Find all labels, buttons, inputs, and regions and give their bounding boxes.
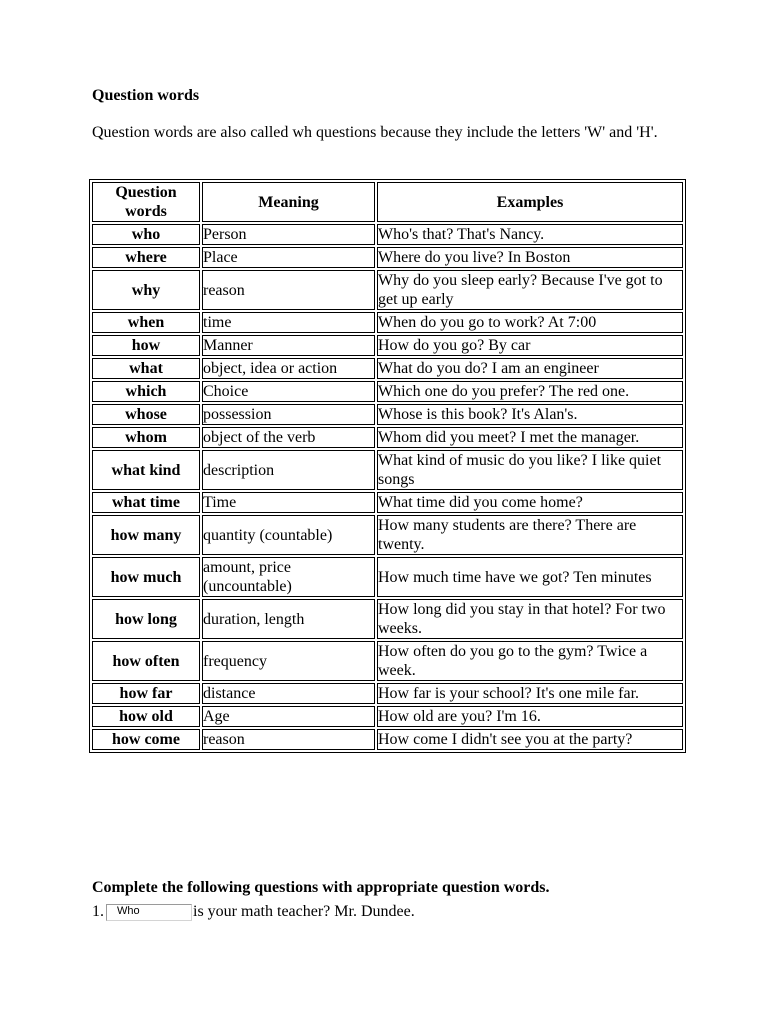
example-cell: How do you go? By car — [377, 335, 683, 356]
meaning-cell: frequency — [202, 641, 375, 681]
meaning-cell: Time — [202, 492, 375, 513]
example-cell: How come I didn't see you at the party? — [377, 729, 683, 750]
table-row — [92, 427, 683, 448]
question-word-cell: whose — [92, 404, 200, 425]
table-row — [92, 312, 683, 333]
question-word-cell: how come — [92, 729, 200, 750]
question-word-cell: whom — [92, 427, 200, 448]
answer-input[interactable]: Who — [106, 904, 192, 921]
table-row — [92, 729, 683, 750]
meaning-cell: Place — [202, 247, 375, 268]
example-cell: What kind of music do you like? I like quiet songs — [377, 450, 683, 490]
table-row — [92, 641, 683, 681]
table-row — [92, 450, 683, 490]
table-row — [92, 224, 683, 245]
example-cell: How many students are there? There are twenty. — [377, 515, 683, 555]
meaning-cell: description — [202, 450, 375, 490]
meaning-cell: Person — [202, 224, 375, 245]
table-row — [92, 247, 683, 268]
example-cell: When do you go to work? At 7:00 — [377, 312, 683, 333]
question-word-cell: how old — [92, 706, 200, 727]
example-cell: Who's that? That's Nancy. — [377, 224, 683, 245]
meaning-cell: distance — [202, 683, 375, 704]
table-row — [92, 683, 683, 704]
question-word-cell: what — [92, 358, 200, 379]
example-cell: What time did you come home? — [377, 492, 683, 513]
meaning-cell: duration, length — [202, 599, 375, 639]
question-word-cell: how — [92, 335, 200, 356]
table-row — [92, 381, 683, 402]
question-word-cell: how long — [92, 599, 200, 639]
question-word-cell: how far — [92, 683, 200, 704]
example-cell: How long did you stay in that hotel? For two weeks. — [377, 599, 683, 639]
table-row — [92, 335, 683, 356]
table-row — [92, 706, 683, 727]
question-words-table — [89, 179, 686, 753]
table-header-row — [92, 182, 683, 222]
meaning-cell: amount, price (uncountable) — [202, 557, 375, 597]
intro-paragraph: Question words are also called wh questions because they include the letters 'W' and 'H'. — [92, 124, 658, 141]
question-word-cell: which — [92, 381, 200, 402]
question-word-cell: what kind — [92, 450, 200, 490]
example-cell: Whose is this book? It's Alan's. — [377, 404, 683, 425]
table-row — [92, 270, 683, 310]
question-word-cell: when — [92, 312, 200, 333]
table-row — [92, 557, 683, 597]
table-row — [92, 515, 683, 555]
meaning-cell: time — [202, 312, 375, 333]
table-row — [92, 492, 683, 513]
example-cell: Where do you live? In Boston — [377, 247, 683, 268]
question-word-cell: what time — [92, 492, 200, 513]
example-cell: Whom did you meet? I met the manager. — [377, 427, 683, 448]
meaning-cell: object of the verb — [202, 427, 375, 448]
question-word-cell: how much — [92, 557, 200, 597]
table-row — [92, 358, 683, 379]
meaning-cell: possession — [202, 404, 375, 425]
meaning-cell: Manner — [202, 335, 375, 356]
example-cell: How often do you go to the gym? Twice a week. — [377, 641, 683, 681]
meaning-cell: Age — [202, 706, 375, 727]
header-meaning: Meaning — [202, 182, 375, 222]
question-word-cell: who — [92, 224, 200, 245]
meaning-cell: object, idea or action — [202, 358, 375, 379]
exercise-number: 1. — [92, 903, 104, 920]
table-row — [92, 599, 683, 639]
example-cell: Which one do you prefer? The red one. — [377, 381, 683, 402]
table-row — [92, 404, 683, 425]
header-question-words: Question words — [92, 182, 200, 222]
meaning-cell: reason — [202, 729, 375, 750]
header-examples: Examples — [377, 182, 683, 222]
example-cell: How old are you? I'm 16. — [377, 706, 683, 727]
exercise-item — [92, 903, 415, 921]
meaning-cell: Choice — [202, 381, 375, 402]
meaning-cell: quantity (countable) — [202, 515, 375, 555]
example-cell: What do you do? I am an engineer — [377, 358, 683, 379]
exercise-text: is your math teacher? Mr. Dundee. — [193, 903, 415, 920]
question-word-cell: where — [92, 247, 200, 268]
question-word-cell: how often — [92, 641, 200, 681]
example-cell: How much time have we got? Ten minutes — [377, 557, 683, 597]
page-title: Question words — [92, 87, 200, 104]
exercise-title: Complete the following questions with appropriate question words. — [92, 879, 550, 896]
meaning-cell: reason — [202, 270, 375, 310]
example-cell: How far is your school? It's one mile far. — [377, 683, 683, 704]
question-word-cell: how many — [92, 515, 200, 555]
question-word-cell: why — [92, 270, 200, 310]
example-cell: Why do you sleep early? Because I've got to get up early — [377, 270, 683, 310]
